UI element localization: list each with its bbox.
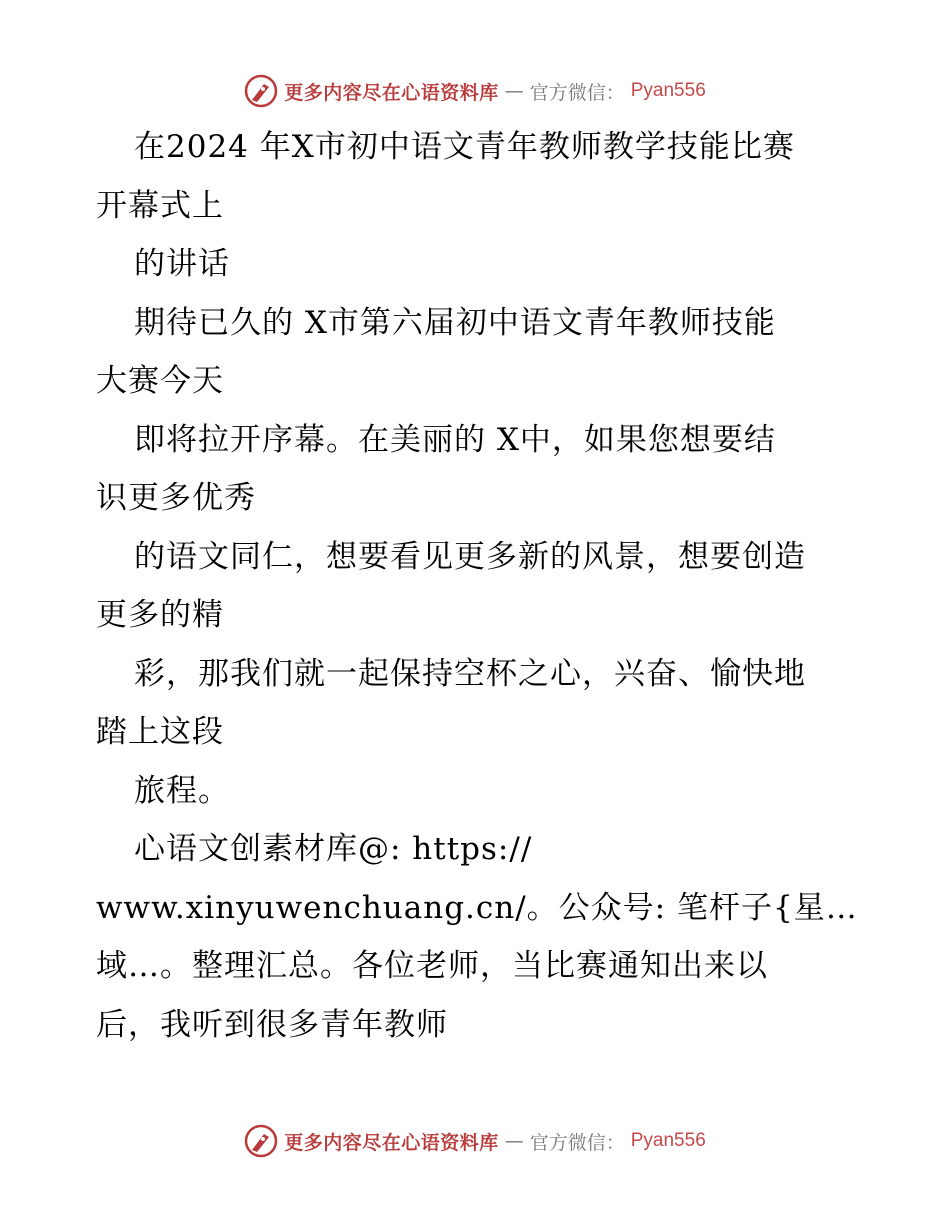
paragraph-line: 期待已久的 X市第六届初中语文青年教师技能 [134,304,776,341]
paragraph-line: 识更多优秀 [96,480,256,516]
pen-nib-logo-icon [244,74,278,108]
watermark-wechat-id: Pyan556 [630,1130,706,1151]
watermark-wechat-id: Pyan556 [630,80,706,101]
watermark-main-text: 更多内容尽在心语资料库 [284,1131,499,1154]
document-body [96,118,866,1054]
title-line-2: 开幕式上 [96,187,224,224]
paragraph-line: 大赛今天 [96,363,224,399]
title-line-1: 在2024 年X市初中语文青年教师教学技能比赛 [134,129,795,165]
footer-watermark [0,1121,950,1161]
paragraph-line: 更多的精 [96,597,224,633]
paragraph-line: 踏上这段 [96,714,224,750]
paragraph-line: 后，我听到很多青年教师 [96,1006,448,1043]
watermark-main-text: 更多内容尽在心语资料库 [284,81,499,104]
source-url-line: www.xinyuwenchuang.cn/。公众号: 笔杆子{星… [96,889,858,926]
watermark-sub-text: 官方微信： [529,1131,625,1154]
paragraph-line: 的语文同仁，想要看见更多新的风景，想要创造 [134,538,806,575]
watermark-separator: — [504,80,524,102]
paragraph-line: 域…。整理汇总。各位老师，当比赛通知出来以 [96,948,768,984]
paragraph-line: 彩，那我们就一起保持空杯之心，兴奋、愉快地 [134,655,806,692]
source-line: 心语文创素材库@: https:// [134,831,533,867]
paragraph-line: 即将拉开序幕。在美丽的 X中，如果您想要结 [134,421,776,458]
watermark-sub-text: 官方微信： [529,81,625,104]
header-watermark [0,71,950,111]
paragraph-line: 旅程。 [134,772,230,809]
pen-nib-logo-icon [244,1124,278,1158]
watermark-separator: — [504,1130,524,1152]
title-line-3: 的讲话 [134,246,230,282]
